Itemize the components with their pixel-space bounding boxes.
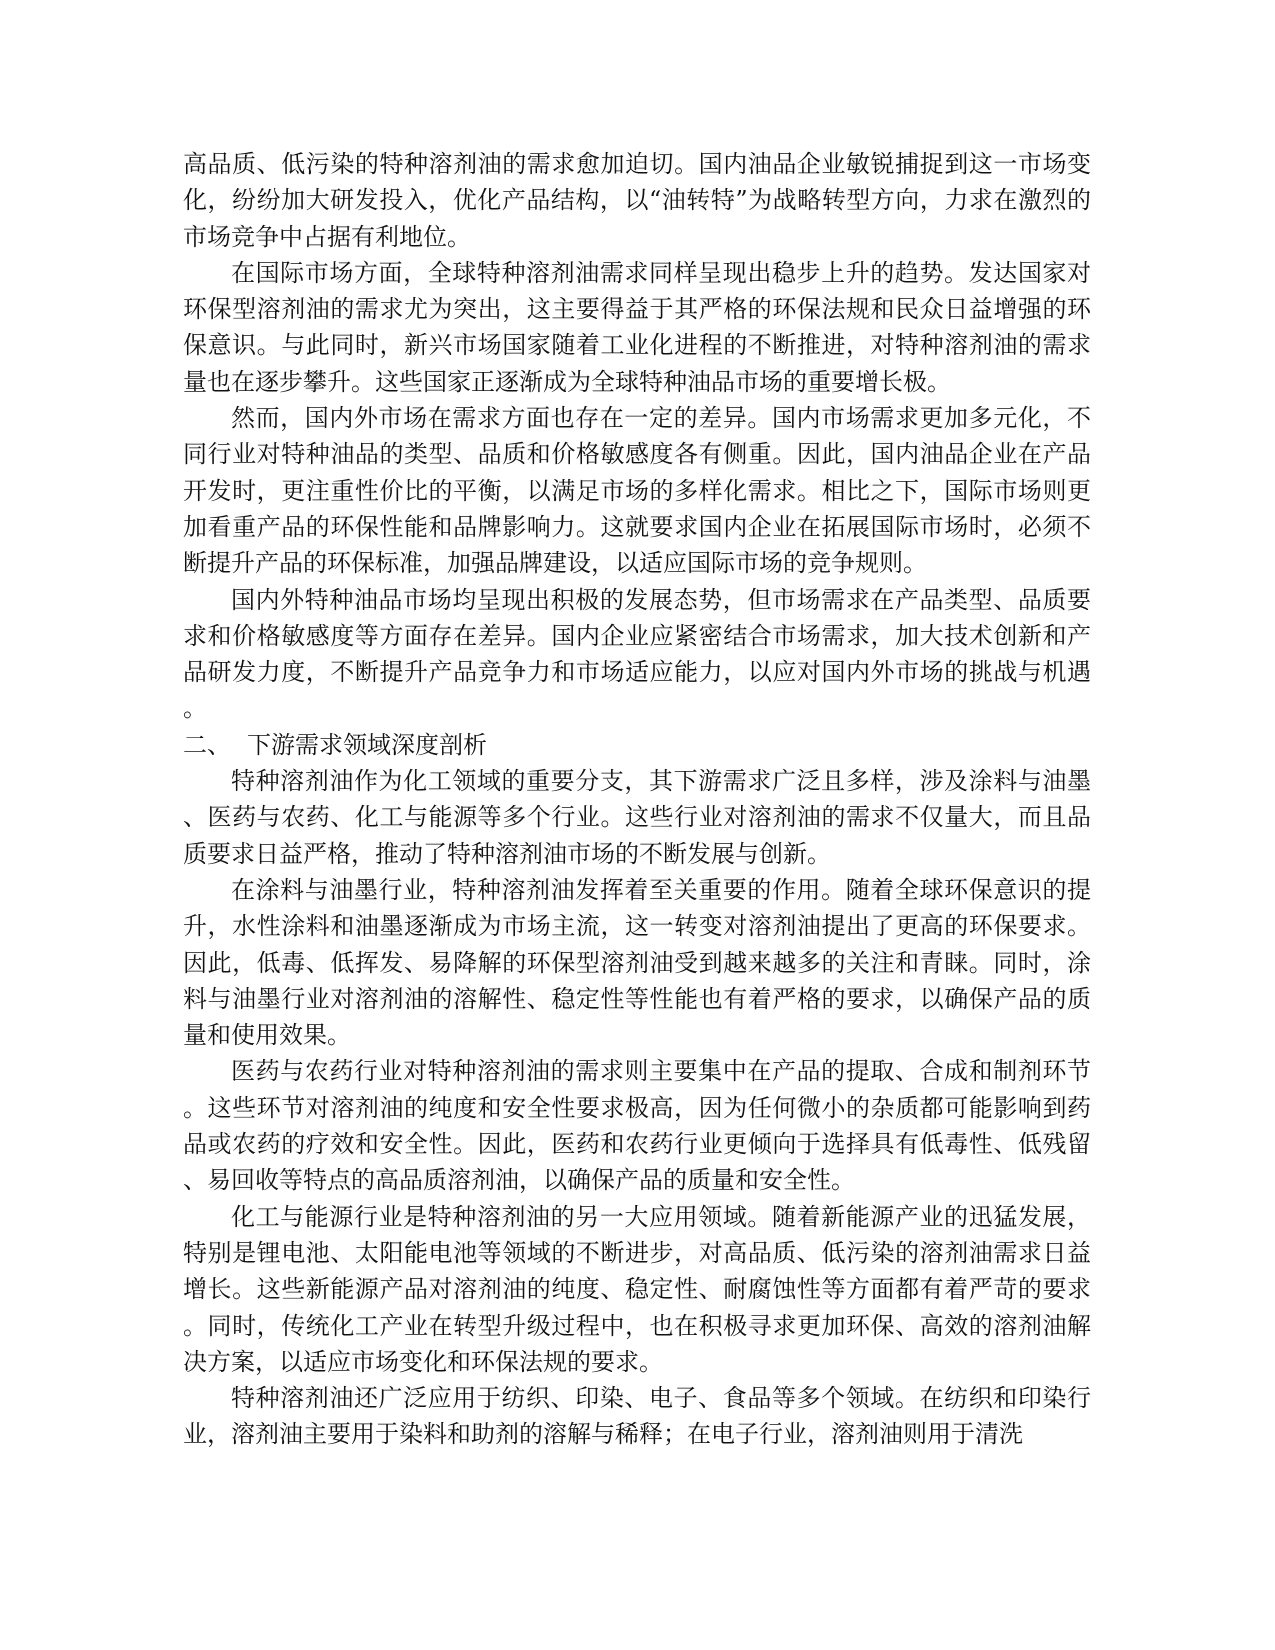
body-paragraph: 特种溶剂油还广泛应用于纺织、印染、电子、食品等多个领域。在纺织和印染行业，溶剂油主要用于染料和助剂的溶解与稀释；在电子行业，溶剂油则用于清洗 xyxy=(183,1384,1091,1449)
body-paragraph: 高品质、低污染的特种溶剂油的需求愈加迫切。国内油品企业敏锐捕捉到这一市场变化，纷纷加大研发投入，优化产品结构，以“油转特”为战略转型方向，力求在激烈的市场竞争中占据有利地位。 xyxy=(183,150,1091,251)
body-paragraph: 国内外特种油品市场均呈现出积极的发展态势，但市场需求在产品类型、品质要求和价格敏感度等方面存在差异。国内企业应紧密结合市场需求，加大技术创新和产品研发力度，不断提升产品竞争力和市场适应能力，以应对国内外市场的挑战与机遇。 xyxy=(183,585,1091,723)
body-paragraph: 医药与农药行业对特种溶剂油的需求则主要集中在产品的提取、合成和制剂环节。这些环节对溶剂油的纯度和安全性要求极高，因为任何微小的杂质都可能影响到药品或农药的疗效和安全性。因此，医药和农药行业更倾向于选择具有低毒性、低残留、易回收等特点的高品质溶剂油，以确保产品的质量和安全性。 xyxy=(183,1057,1091,1195)
body-paragraph: 然而，国内外市场在需求方面也存在一定的差异。国内市场需求更加多元化，不同行业对特种油品的类型、品质和价格敏感度各有侧重。因此，国内油品企业在产品开发时，更注重性价比的平衡，以满足市场的多样化需求。相比之下，国际市场则更加看重产品的环保性能和品牌影响力。这就要求国内企业在拓展国际市场时，必须不断提升产品的环保标准，加强品牌建设，以适应国际市场的竞争规则。 xyxy=(183,404,1091,578)
section-number: 二、 xyxy=(183,730,231,759)
section-title: 下游需求领域深度剖析 xyxy=(247,730,487,759)
body-paragraph: 特种溶剂油作为化工领域的重要分支，其下游需求广泛且多样，涉及涂料与油墨、医药与农药、化工与能源等多个行业。这些行业对溶剂油的需求不仅量大，而且品质要求日益严格，推动了特种溶剂油市场的不断发展与创新。 xyxy=(183,767,1091,868)
document-page xyxy=(183,146,1091,1453)
body-paragraph: 在国际市场方面，全球特种溶剂油需求同样呈现出稳步上升的趋势。发达国家对环保型溶剂油的需求尤为突出，这主要得益于其严格的环保法规和民众日益增强的环保意识。与此同时，新兴市场国家随着工业化进程的不断推进，对特种溶剂油的需求量也在逐步攀升。这些国家正逐渐成为全球特种油品市场的重要增长极。 xyxy=(183,258,1091,396)
body-paragraph: 化工与能源行业是特种溶剂油的另一大应用领域。随着新能源产业的迅猛发展，特别是锂电池、太阳能电池等领域的不断进步，对高品质、低污染的溶剂油需求日益增长。这些新能源产品对溶剂油的纯度、稳定性、耐腐蚀性等方面都有着严苛的要求。同时，传统化工产业在转型升级过程中，也在积极寻求更加环保、高效的溶剂油解决方案，以适应市场变化和环保法规的要求。 xyxy=(183,1202,1091,1376)
section-heading xyxy=(183,727,1091,763)
body-paragraph: 在涂料与油墨行业，特种溶剂油发挥着至关重要的作用。随着全球环保意识的提升，水性涂料和油墨逐渐成为市场主流，这一转变对溶剂油提出了更高的环保要求。因此，低毒、低挥发、易降解的环保型溶剂油受到越来越多的关注和青睐。同时，涂料与油墨行业对溶剂油的溶解性、稳定性等性能也有着严格的要求，以确保产品的质量和使用效果。 xyxy=(183,875,1091,1050)
